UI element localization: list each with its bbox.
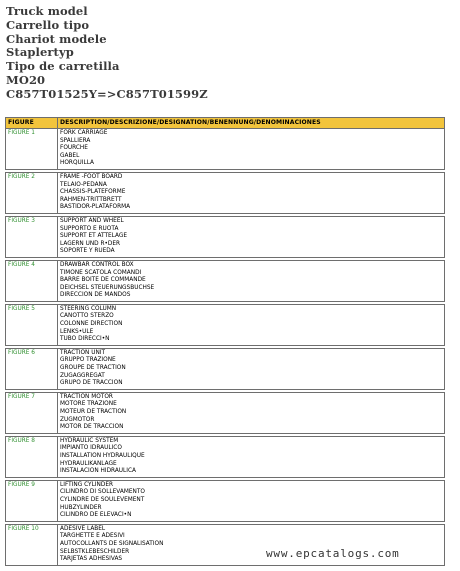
title-staplertyp: Staplertyp bbox=[6, 45, 74, 60]
description-line: LENKS•ULE bbox=[60, 328, 94, 335]
figure-link[interactable]: FIGURE 5 bbox=[6, 304, 58, 345]
description-line: SPALLIERA bbox=[60, 137, 91, 144]
figure-link[interactable]: FIGURE 2 bbox=[6, 172, 58, 213]
figure-column-header: FIGURE bbox=[6, 118, 58, 129]
description-line: MOTORE TRAZIONE bbox=[60, 401, 117, 408]
description-line: TARGHETTE E ADESIVI bbox=[60, 533, 125, 540]
table-row bbox=[6, 260, 445, 301]
description-line: ZUGMOTOR bbox=[60, 416, 95, 423]
description-line: GABEL bbox=[60, 152, 80, 159]
description-line: TIMONE SCATOLA COMANDI bbox=[60, 269, 142, 276]
description-line: INSTALACION HIDRAULICA bbox=[60, 468, 136, 475]
description-line: HORQUILLA bbox=[60, 160, 95, 167]
description-cell bbox=[58, 392, 445, 433]
description-cell bbox=[58, 260, 445, 301]
description-line: GRUPO DE TRACCION bbox=[60, 380, 123, 387]
description-line: DRAWBAR CONTROL BOX bbox=[60, 261, 134, 268]
table-row bbox=[6, 392, 445, 433]
table-row bbox=[6, 348, 445, 389]
description-line: MOTEUR DE TRACTION bbox=[60, 409, 127, 415]
table-body bbox=[6, 129, 445, 566]
description-line: SELBSTKLEBESCHILDER bbox=[60, 548, 130, 555]
description-line: SOPORTE Y RUEDA bbox=[60, 248, 115, 255]
table-row bbox=[6, 129, 445, 170]
serial-range: C857T01525Y=>C857T01599Z bbox=[6, 86, 208, 101]
description-cell bbox=[58, 436, 445, 477]
description-cell bbox=[58, 480, 445, 521]
table-header-row bbox=[6, 118, 445, 129]
table-row bbox=[6, 480, 445, 521]
description-line: CILINDRO DE ELEVACI•N bbox=[60, 512, 132, 519]
description-line: FOURCHE bbox=[60, 145, 88, 152]
description-line: AUTOCOLLANTS DE SIGNALISATION bbox=[60, 540, 164, 547]
document-header bbox=[6, 5, 208, 102]
description-line: DEICHSEL STEUERUNGSBUCHSE bbox=[60, 284, 155, 291]
table-row bbox=[6, 216, 445, 257]
table-row bbox=[6, 172, 445, 213]
description-line: GRUPPO TRAZIONE bbox=[60, 357, 116, 364]
description-line: CHASSIS-PLATEFORME bbox=[60, 189, 126, 196]
description-line: HUBZYLINDER bbox=[60, 504, 102, 511]
figure-link[interactable]: FIGURE 10 bbox=[6, 524, 58, 565]
description-line: CANOTTO STERZO bbox=[60, 313, 114, 320]
description-line: FORK CARRIAGE bbox=[60, 130, 108, 136]
figure-link[interactable]: FIGURE 8 bbox=[6, 436, 58, 477]
description-line: ADESIVE LABEL bbox=[60, 525, 106, 532]
description-line: GROUPE DE TRACTION bbox=[60, 365, 126, 372]
title-chariot-modele: Chariot modele bbox=[6, 31, 107, 46]
description-line: BASTIDOR-PLATAFORMA bbox=[60, 204, 131, 211]
description-line: CYLINDRE DE SOULEVEMENT bbox=[60, 496, 145, 503]
figure-link[interactable]: FIGURE 3 bbox=[6, 216, 58, 257]
description-line: SUPPORT AND WHEEL bbox=[60, 217, 124, 224]
parts-index-table bbox=[5, 117, 445, 566]
description-line: TRACTION UNIT bbox=[60, 349, 106, 356]
description-line: TRACTION MOTOR bbox=[60, 393, 113, 400]
figure-link[interactable]: FIGURE 6 bbox=[6, 348, 58, 389]
description-line: COLONNE DIRECTION bbox=[60, 321, 123, 328]
description-line: STEERING COLUMN bbox=[60, 305, 117, 312]
description-line: LAGERN UND R•DER bbox=[60, 240, 121, 247]
description-cell bbox=[58, 304, 445, 345]
description-line: MOTOR DE TRACCION bbox=[60, 424, 124, 431]
description-line: CILINDRO DI SOLLEVAMENTO bbox=[60, 489, 145, 496]
table-row bbox=[6, 304, 445, 345]
description-line: FRAME -FOOT BOARD bbox=[60, 173, 123, 180]
watermark-url: www.epcatalogs.com bbox=[266, 547, 400, 560]
description-line: SUPPORT ET ATTELAGE bbox=[60, 233, 128, 240]
description-line: INSTALLATION HYDRAULIQUE bbox=[60, 452, 145, 459]
figure-link[interactable]: FIGURE 4 bbox=[6, 260, 58, 301]
figure-link[interactable]: FIGURE 1 bbox=[6, 129, 58, 170]
description-line: SUPPORTO E RUOTA bbox=[60, 225, 119, 232]
description-line: TUBO DIRECCI•N bbox=[60, 336, 110, 343]
description-line: BARRE BOITE DE COMMANDE bbox=[60, 277, 146, 284]
description-line: TARJETAS ADHESIVAS bbox=[60, 556, 123, 563]
figure-link[interactable]: FIGURE 7 bbox=[6, 392, 58, 433]
figure-link[interactable]: FIGURE 9 bbox=[6, 480, 58, 521]
description-cell bbox=[58, 129, 445, 170]
description-line: TELAIO-PEDANA bbox=[60, 181, 107, 188]
title-tipo-carretilla: Tipo de carretilla bbox=[6, 59, 120, 74]
table-row bbox=[6, 436, 445, 477]
description-line: RAHMEN-TRITTBRETT bbox=[60, 196, 122, 203]
model-code: MO20 bbox=[6, 72, 46, 87]
description-cell bbox=[58, 216, 445, 257]
description-line: IMPIANTO IDRAULICO bbox=[60, 445, 122, 452]
description-line: HYDRAULIKANLAGE bbox=[60, 460, 117, 467]
description-line: LIFTING CYLINDER bbox=[60, 481, 114, 488]
description-line: ZUGAGGREGAT bbox=[60, 372, 105, 379]
description-cell bbox=[58, 172, 445, 213]
title-truck-model: Truck model bbox=[6, 4, 88, 18]
description-cell bbox=[58, 348, 445, 389]
description-line: HYDRAULIC SYSTEM bbox=[60, 437, 119, 444]
description-line: DIRECCION DE MANDOS bbox=[60, 292, 131, 299]
title-carrello-tipo: Carrello tipo bbox=[6, 17, 90, 32]
description-column-header: DESCRIPTION/DESCRIZIONE/DESIGNATION/BENENNUNG/DENOMINACIONES bbox=[58, 118, 445, 129]
